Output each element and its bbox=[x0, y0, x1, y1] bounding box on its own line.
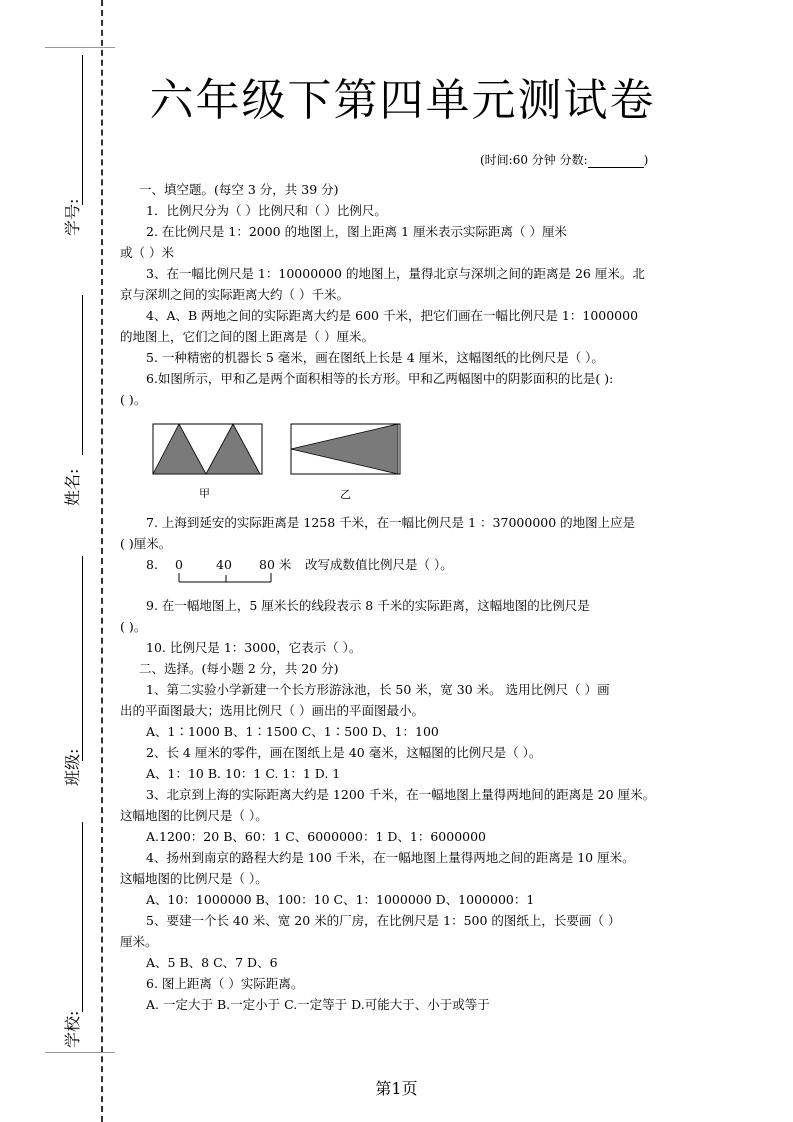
scale-bar bbox=[176, 571, 274, 585]
question-line: 6.如图所示，甲和乙是两个面积相等的长方形。甲和乙两幅图中的阴影面积的比是( ): bbox=[146, 371, 614, 386]
xuehao-label: 学号: bbox=[63, 198, 82, 236]
question-line: 4、扬州到南京的路程大约是 100 千米，在一幅地图上量得两地之间的距离是 10 厘米。 bbox=[146, 850, 635, 865]
question-line: 2、长 4 厘米的零件，画在图纸上是 40 毫米，这幅图的比例尺是（ ）。 bbox=[146, 745, 542, 760]
xuexiao-label: 学校: bbox=[63, 1010, 82, 1048]
xingming-line bbox=[82, 295, 83, 455]
question-8-text: 改写成数值比例尺是（ ）。 bbox=[305, 557, 453, 572]
question-line: 10. 比例尺是 1：3000，它表示（ ）。 bbox=[146, 640, 362, 655]
question-line: 3、北京到上海的实际距离大约是 1200 千米，在一幅地图上量得两地间的距离是 20 厘米。 bbox=[146, 787, 656, 802]
binding-tick bbox=[45, 47, 115, 48]
question-line: 9. 在一幅地图上，5 厘米长的线段表示 8 千米的实际距离，这幅地图的比例尺是 bbox=[146, 598, 590, 613]
time-score-text: (时间:60 分钟 分数: bbox=[480, 153, 588, 167]
figure-yi-label: 乙 bbox=[340, 488, 351, 501]
question-line: 或（ ）米 bbox=[120, 245, 174, 260]
page-title: 六年级下第四单元测试卷 bbox=[149, 75, 656, 126]
scale-label-80: 80 米 bbox=[259, 557, 292, 572]
question-line: 7. 上海到延安的实际距离是 1258 千米，在一幅比例尺是 1 ：37000000 的地图上应是 bbox=[146, 515, 636, 530]
choice-line: A、1∶1000 B、1∶1500 C、1∶500 D、1：100 bbox=[146, 724, 439, 739]
question-line: ( )。 bbox=[120, 392, 147, 407]
question-line: 1．比例尺分为（ ）比例尺和（ ）比例尺。 bbox=[146, 203, 387, 218]
figure-jia-label: 甲 bbox=[199, 487, 210, 500]
scale-label-0: 0 bbox=[175, 557, 183, 572]
section2-heading: 二、选择。(每小题 2 分，共 20 分) bbox=[139, 661, 339, 676]
question-line: 3、在一幅比例尺是 1：10000000 的地图上，量得北京与深圳之间的距离是 26 厘米。北 bbox=[146, 266, 645, 281]
choice-line: A、10：1000000 B、100：10 C、1：1000000 D、1000000：1 bbox=[146, 892, 535, 907]
score-blank bbox=[588, 155, 644, 168]
question-line: ( )。 bbox=[120, 619, 147, 634]
question-line: 2. 在比例尺是 1：2000 的地图上，图上距离 1 厘米表示实际距离（ ）厘米 bbox=[146, 224, 567, 239]
time-score-line bbox=[480, 151, 648, 168]
banji-line bbox=[82, 556, 83, 761]
xuexiao-line bbox=[82, 822, 83, 1012]
question-line: 4、A、B 两地之间的实际距离大约是 600 千米，把它们画在一幅比例尺是 1：1000000 bbox=[146, 308, 639, 323]
figure-jia bbox=[152, 423, 264, 476]
question-line: 京与深圳之间的实际距离大约（ ）千米。 bbox=[120, 287, 349, 302]
question-line: 这幅地图的比例尺是（ ）。 bbox=[120, 871, 268, 886]
section1-heading: 一、填空题。(每空 3 分，共 39 分) bbox=[139, 182, 339, 197]
question-line: 的地图上，它们之间的图上距离是（ ）厘米。 bbox=[120, 329, 374, 344]
question-line: 5、要建一个长 40 米、宽 20 米的厂房，在比例尺是 1：500 的图纸上，长要画（ ） bbox=[146, 913, 621, 928]
banji-label: 班级: bbox=[63, 748, 82, 786]
question-line: ( )厘米。 bbox=[120, 536, 172, 551]
question-line: 6. 图上距离（ ）实际距离。 bbox=[146, 976, 304, 991]
binding-tick bbox=[45, 1052, 115, 1053]
question-line: 1、第二实验小学新建一个长方形游泳池，长 50 米，宽 30 米。 选用比例尺（ ）画 bbox=[146, 682, 610, 697]
choice-line: A.1200：20 B、60：1 C、6000000：1 D、1：6000000 bbox=[146, 829, 487, 844]
xingming-label: 姓名: bbox=[63, 468, 82, 506]
time-score-close: ) bbox=[643, 153, 649, 167]
question-8-number: 8. bbox=[146, 557, 158, 572]
choice-line: A、5 B、8 C、7 D、6 bbox=[146, 955, 278, 970]
figure-yi bbox=[290, 423, 402, 476]
page-number: 第1页 bbox=[375, 1079, 418, 1098]
choice-line: A. 一定大于 B.一定小于 C.一定等于 D.可能大于、小于或等于 bbox=[146, 997, 490, 1012]
scale-label-40: 40 bbox=[216, 557, 232, 572]
choice-line: A、1：10 B. 10：1 C. 1：1 D. 1 bbox=[146, 766, 341, 781]
question-line: 出的平面图最大；选用比例尺（ ）画出的平面图最小。 bbox=[120, 703, 424, 718]
question-line: 厘米。 bbox=[120, 934, 158, 949]
question-line: 这幅地图的比例尺是（ ）。 bbox=[120, 808, 268, 823]
binding-dashed-line bbox=[101, 0, 103, 1122]
question-line: 5. 一种精密的机器长 5 毫米，画在图纸上长是 4 厘米，这幅图纸的比例尺是（ ）。 bbox=[146, 350, 604, 365]
